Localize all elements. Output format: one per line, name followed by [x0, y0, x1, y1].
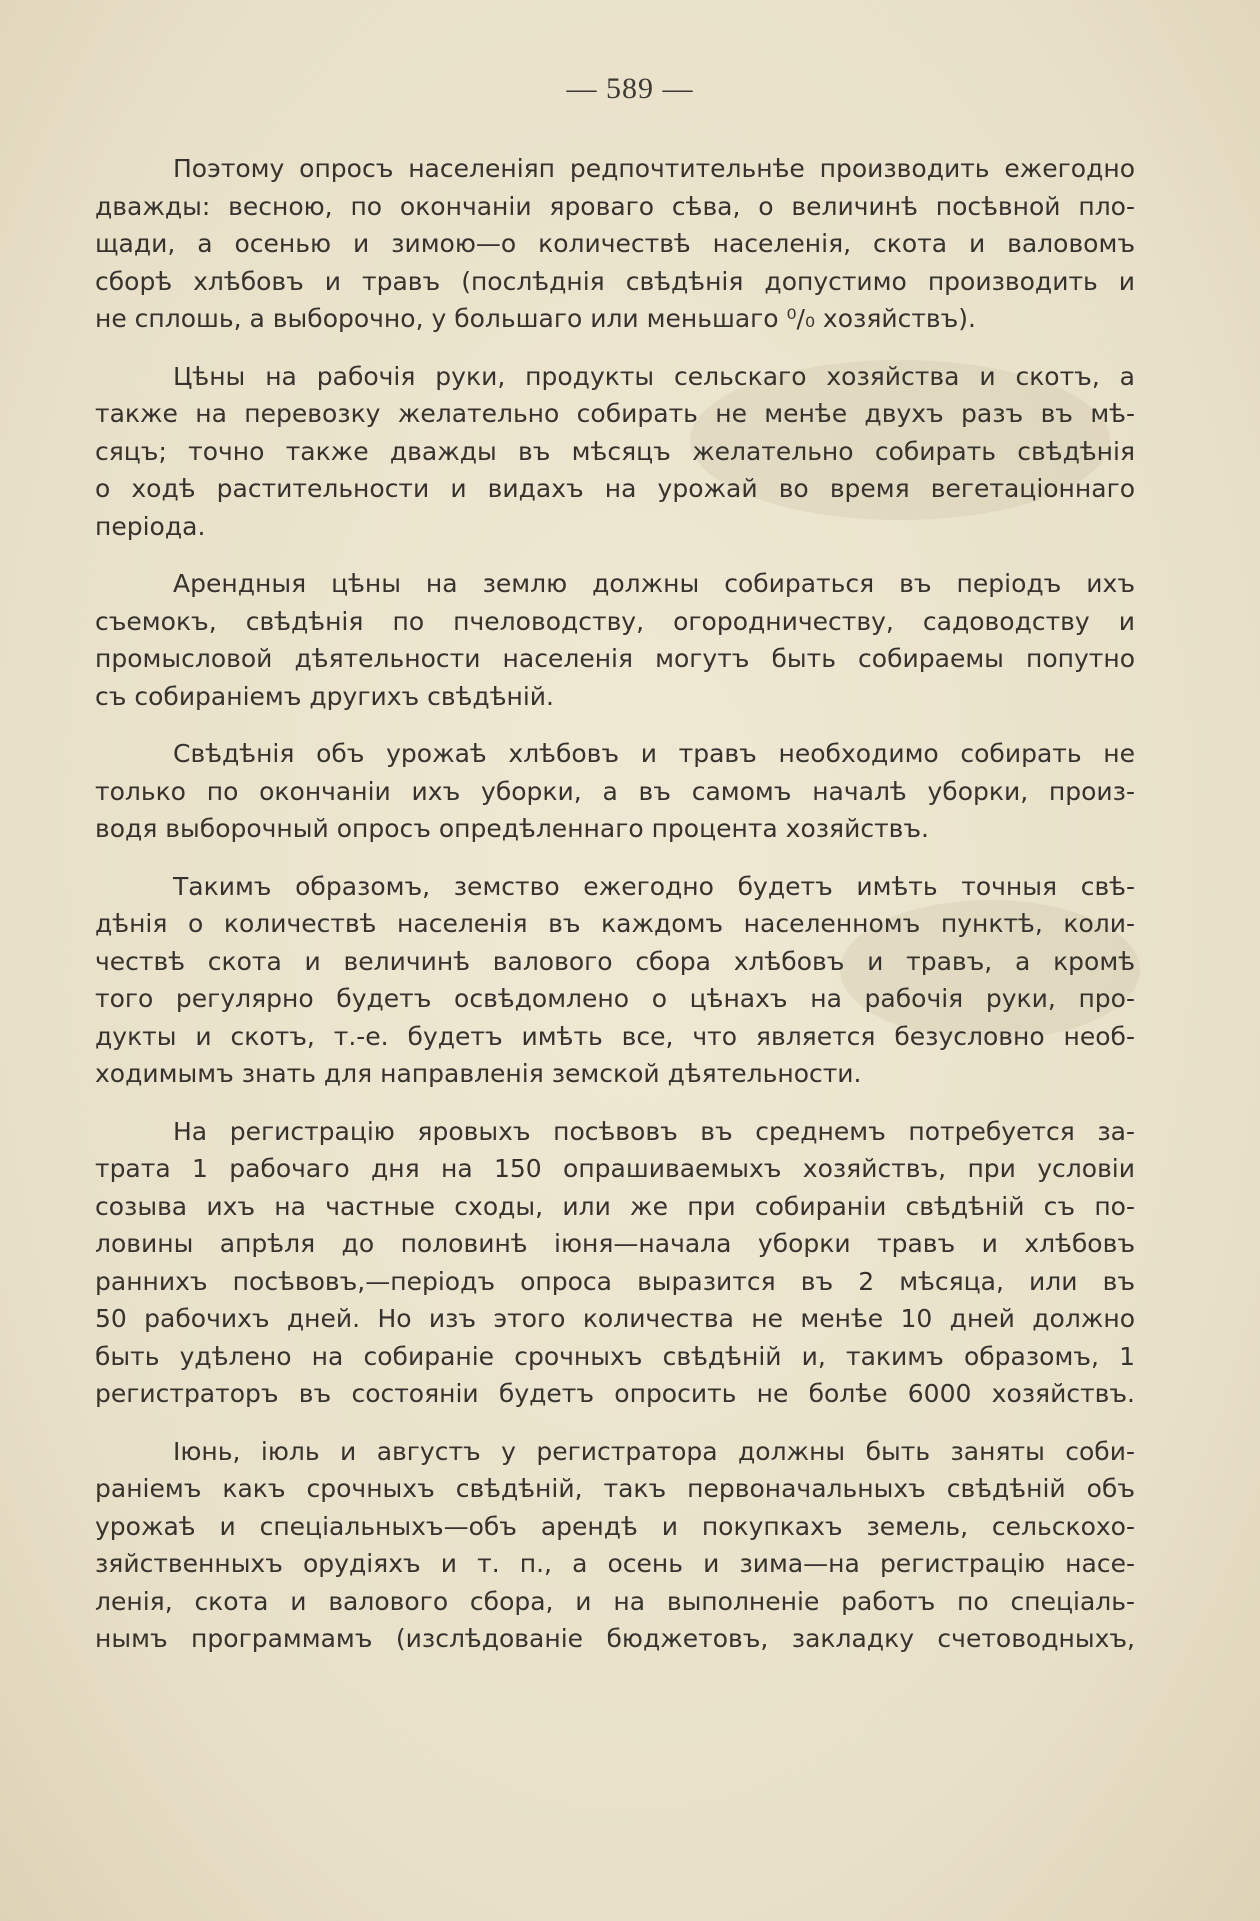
text-line: 50 рабочихъ дней. Но изъ этого количества не менѣе 10 дней должно — [95, 1304, 1135, 1333]
text-line: не сплошь, а выборочно, у большаго или меньшаго ⁰/₀ хозяйствъ). — [95, 304, 977, 333]
text-line: трата 1 рабочаго дня на 150 опрашиваемыхъ хозяйствъ, при условiи — [95, 1154, 1135, 1183]
paragraph — [95, 1113, 1135, 1413]
page-number: — 589 — — [566, 72, 694, 105]
text-line: Свѣдѣнiя объ урожаѣ хлѣбовъ и травъ необходимо собирать не — [173, 739, 1135, 768]
text-line: дважды: весною, по окончанiи яроваго сѣва, о величинѣ посѣвной пло- — [95, 191, 1135, 221]
text-line: только по окончанiи ихъ уборки, а въ самомъ началѣ уборки, произ- — [95, 776, 1135, 806]
text-line: ранiемъ какъ срочныхъ свѣдѣнiй, такъ первоначальныхъ свѣдѣнiй объ — [95, 1474, 1135, 1503]
text-line: быть удѣлено на собиранiе срочныхъ свѣдѣнiй и, такимъ образомъ, 1 — [95, 1341, 1135, 1371]
text-line: Цѣны на рабочiя руки, продукты сельскаго хозяйства и скотъ, а — [173, 361, 1135, 391]
text-line: ленiя, скота и валового сбора, и на выполненiе работъ по спецiаль- — [95, 1586, 1135, 1616]
text-line: водя выборочный опросъ опредѣленнаго процента хозяйствъ. — [95, 814, 929, 843]
text-line: ходимымъ знать для направленiя земской дѣятельности. — [95, 1059, 862, 1088]
text-line: Iюнь, iюль и августъ у регистратора должны быть заняты соби- — [173, 1436, 1135, 1466]
text-line: съ собиранiемъ другихъ свѣдѣнiй. — [95, 681, 554, 711]
text-line: дукты и скотъ, т.-е. будетъ имѣть все, что является безусловно необ- — [95, 1021, 1135, 1051]
text-line: созыва ихъ на частные сходы, или же при собиранiи свѣдѣнiй съ по- — [95, 1191, 1135, 1221]
text-line: дѣнiя о количествѣ населенiя въ каждомъ населенномъ пунктѣ, коли- — [95, 909, 1135, 938]
paragraph — [95, 150, 1135, 338]
text-line: сяцъ; точно также дважды въ мѣсяцъ желательно собирать свѣдѣнiя — [95, 436, 1135, 466]
text-line: Поэтому опросъ населенiяп редпочтительнѣе производить ежегодно — [173, 154, 1135, 183]
paragraph — [95, 358, 1135, 546]
text-line: того регулярно будетъ освѣдомлено о цѣнахъ на рабочiя руки, про- — [95, 984, 1135, 1013]
text-line: ловины апрѣля до половинѣ iюня—начала уборки травъ и хлѣбовъ — [95, 1229, 1135, 1258]
text-line: Такимъ образомъ, земство ежегодно будетъ имѣть точныя свѣ- — [173, 871, 1135, 901]
text-line: раннихъ посѣвовъ,—перiодъ опроса выразится въ 2 мѣсяца, или въ — [95, 1266, 1135, 1296]
paragraph — [95, 868, 1135, 1093]
text-line: съемокъ, свѣдѣнiя по пчеловодству, огородничеству, садоводству и — [95, 606, 1135, 636]
text-line: Арендныя цѣны на землю должны собираться въ перiодъ ихъ — [173, 569, 1135, 598]
text-line: нымъ программамъ (изслѣдованiе бюджетовъ, закладку счетоводныхъ, — [95, 1624, 1135, 1653]
text-line: о ходѣ растительности и видахъ на урожай во время вегетацiоннаго — [95, 474, 1135, 503]
body-text — [95, 150, 1135, 1678]
paragraph — [95, 735, 1135, 848]
text-line: На регистрацiю яровыхъ посѣвовъ въ среднемъ потребуется за- — [173, 1116, 1135, 1146]
text-line: перiода. — [95, 511, 206, 541]
text-line: сборѣ хлѣбовъ и травъ (послѣднiя свѣдѣнiя допустимо производить и — [95, 266, 1135, 296]
text-line: зяйственныхъ орудiяхъ и т. п., а осень и зима—на регистрацiю насе- — [95, 1549, 1135, 1578]
paragraph — [95, 565, 1135, 715]
paragraph — [95, 1433, 1135, 1658]
text-line: урожаѣ и спецiальныхъ—объ арендѣ и покупкахъ земель, сельскохо- — [95, 1511, 1135, 1541]
text-line: щади, а осенью и зимою—о количествѣ населенiя, скота и валовомъ — [95, 229, 1135, 258]
text-line: регистраторъ въ состоянiи будетъ опросить не болѣе 6000 хозяйствъ. — [95, 1379, 1135, 1408]
text-line: промысловой дѣятельности населенiя могутъ быть собираемы попутно — [95, 644, 1135, 673]
text-line: чествѣ скота и величинѣ валового сбора хлѣбовъ и травъ, а кромѣ — [95, 946, 1135, 976]
text-line: также на перевозку желательно собирать не менѣе двухъ разъ въ мѣ- — [95, 399, 1135, 428]
